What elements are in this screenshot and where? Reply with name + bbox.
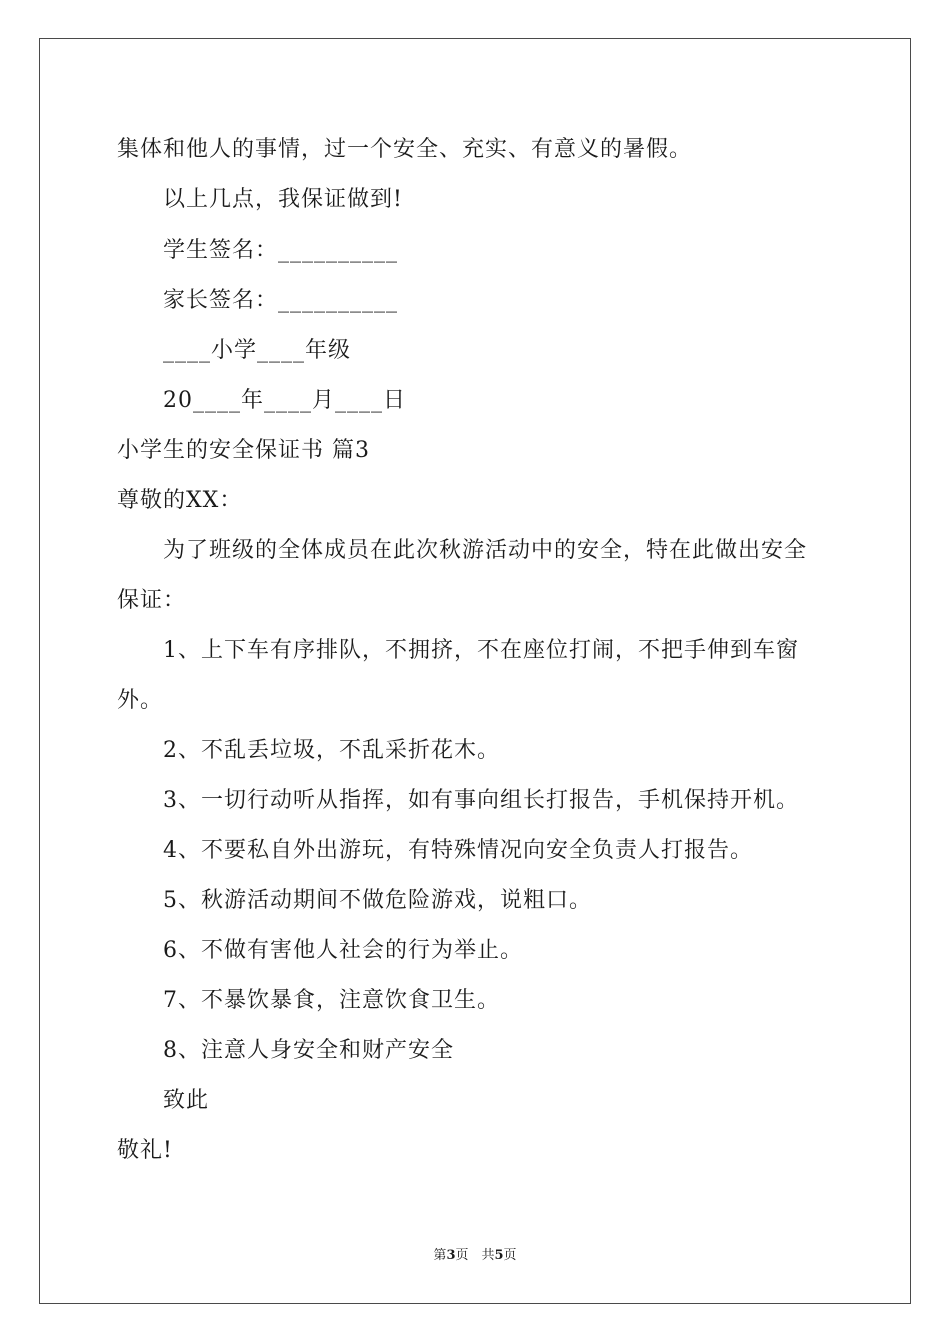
list-item: 5、秋游活动期间不做危险游戏，说粗口。	[163, 888, 592, 913]
salutation: 尊敬的XX：	[117, 488, 243, 513]
text-line: 为了班级的全体成员在此次秋游活动中的安全，特在此做出安全	[163, 538, 808, 563]
list-item: 4、不要私自外出游玩，有特殊情况向安全负责人打报告。	[163, 838, 753, 863]
text-line: 保证：	[117, 588, 187, 613]
closing-salute: 敬礼!	[117, 1138, 173, 1163]
list-item: 7、不暴饮暴食，注意饮食卫生。	[163, 988, 500, 1013]
page-prefix: 第	[433, 1248, 447, 1263]
text-line: 以上几点，我保证做到!	[163, 187, 403, 212]
parent-signature-line: 家长签名：__________	[163, 288, 399, 313]
closing: 致此	[163, 1088, 210, 1113]
page-footer	[0, 1247, 950, 1265]
student-signature-line: 学生签名：__________	[163, 238, 399, 263]
list-item: 6、不做有害他人社会的行为举止。	[163, 938, 523, 963]
list-item: 1、上下车有序排队，不拥挤，不在座位打闹，不把手伸到车窗	[163, 638, 799, 663]
list-item: 2、不乱丢垃圾，不乱采折花木。	[163, 738, 500, 763]
list-item: 8、注意人身安全和财产安全	[163, 1038, 454, 1063]
date-line: 20____年____月____日	[163, 388, 406, 413]
school-grade-line: ____小学____年级	[163, 338, 352, 363]
page-current: 3	[446, 1248, 456, 1263]
page-mid: 页 共	[455, 1248, 495, 1263]
page-total: 5	[494, 1248, 504, 1263]
page-suffix: 页	[503, 1248, 517, 1263]
list-item: 3、一切行动听从指挥，如有事向组长打报告，手机保持开机。	[163, 788, 799, 813]
text-line: 集体和他人的事情，过一个安全、充实、有意义的暑假。	[117, 137, 693, 162]
list-item-continuation: 外。	[117, 688, 164, 713]
section-title: 小学生的安全保证书 篇3	[117, 438, 370, 463]
